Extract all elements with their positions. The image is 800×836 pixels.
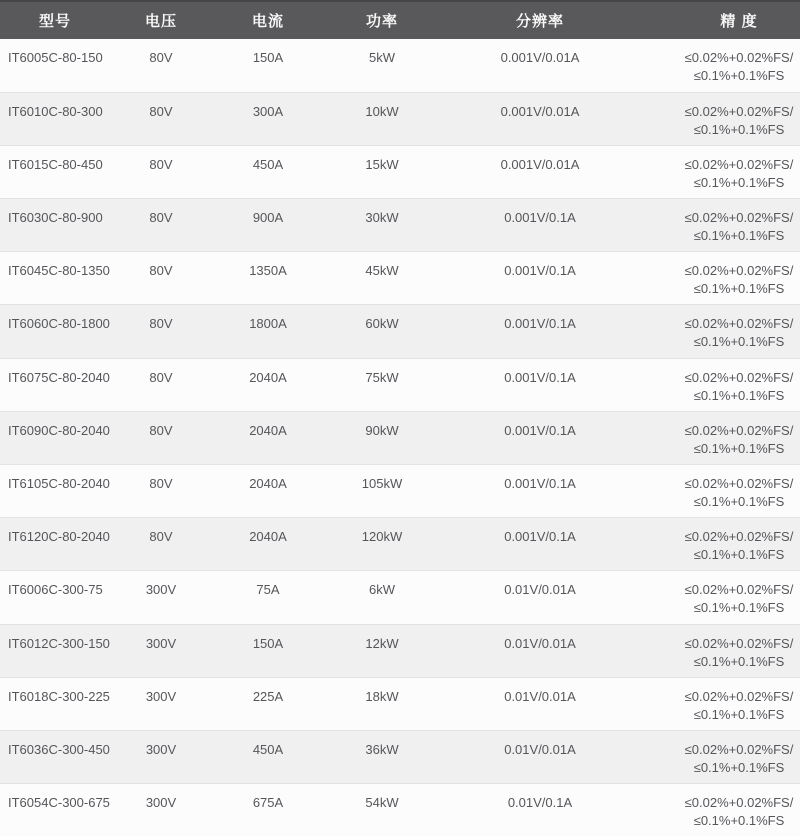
- power-cell: 60kW: [365, 316, 399, 332]
- voltage-cell: 80V: [149, 422, 173, 438]
- model-cell: IT6054C-300-675: [8, 795, 110, 811]
- accuracy-cell: [640, 305, 800, 358]
- accuracy-line1: ≤0.02%+0.02%FS/: [684, 369, 794, 385]
- voltage-cell: 300V: [145, 688, 177, 704]
- voltage-cell: 80V: [149, 263, 173, 279]
- power-cell: 45kW: [365, 263, 399, 279]
- model-cell: IT6075C-80-2040: [8, 369, 110, 385]
- table-row: [0, 358, 800, 411]
- accuracy-line2: ≤0.1%+0.1%FS: [693, 387, 785, 403]
- current-cell: 450A: [252, 741, 284, 757]
- accuracy-line1: ≤0.02%+0.02%FS/: [684, 263, 794, 279]
- resolution-cell: 0.001V/0.1A: [504, 476, 576, 491]
- current-cell: 900A: [252, 210, 284, 226]
- power-cell: 12kW: [365, 635, 399, 651]
- resolution-cell: 0.001V/0.01A: [500, 156, 580, 172]
- resolution-cell: 0.01V/0.01A: [504, 688, 576, 704]
- header-power: 功率: [324, 2, 440, 39]
- resolution-cell: 0.001V/0.01A: [500, 50, 580, 65]
- table-row: [0, 92, 800, 145]
- accuracy-line1: ≤0.02%+0.02%FS/: [684, 741, 794, 757]
- table-row: [0, 730, 800, 783]
- accuracy-cell: [640, 730, 800, 783]
- current-cell: 2040A: [249, 422, 287, 438]
- table-row: [0, 677, 800, 730]
- voltage-cell: 80V: [149, 476, 173, 491]
- power-cell: 54kW: [365, 795, 399, 811]
- table-row: [0, 199, 800, 252]
- table-row: [0, 252, 800, 305]
- accuracy-cell: [640, 624, 800, 677]
- accuracy-cell: [640, 784, 800, 836]
- voltage-cell: 80V: [149, 316, 173, 332]
- accuracy-line1: ≤0.02%+0.02%FS/: [684, 795, 794, 811]
- table-row: [0, 624, 800, 677]
- voltage-cell: 80V: [149, 156, 173, 172]
- model-cell: IT6010C-80-300: [8, 103, 103, 119]
- table-row: [0, 305, 800, 358]
- voltage-cell: 80V: [149, 529, 173, 545]
- accuracy-cell: [640, 465, 800, 518]
- current-cell: 225A: [252, 688, 284, 704]
- voltage-cell: 80V: [149, 210, 173, 226]
- header-current: 电流: [212, 2, 324, 39]
- model-cell: IT6012C-300-150: [8, 635, 110, 651]
- resolution-cell: 0.001V/0.1A: [504, 369, 576, 385]
- header-model: 型号: [0, 2, 110, 39]
- current-cell: 150A: [252, 635, 284, 651]
- accuracy-line1: ≤0.02%+0.02%FS/: [684, 635, 794, 651]
- model-cell: IT6036C-300-450: [8, 741, 110, 757]
- accuracy-cell: [640, 518, 800, 571]
- accuracy-line2: ≤0.1%+0.1%FS: [693, 759, 785, 775]
- voltage-cell: 80V: [149, 103, 173, 119]
- resolution-cell: 0.001V/0.1A: [504, 210, 576, 226]
- accuracy-cell: [640, 252, 800, 305]
- accuracy-line2: ≤0.1%+0.1%FS: [693, 813, 785, 829]
- accuracy-cell: [640, 411, 800, 464]
- accuracy-line2: ≤0.1%+0.1%FS: [693, 440, 785, 456]
- product-spec-table: [0, 2, 800, 836]
- power-cell: 6kW: [369, 582, 395, 598]
- current-cell: 300A: [252, 103, 284, 119]
- power-cell: 75kW: [365, 369, 399, 385]
- power-cell: 120kW: [361, 529, 403, 545]
- table-row: [0, 784, 800, 836]
- current-cell: 2040A: [249, 529, 287, 545]
- voltage-cell: 300V: [145, 741, 177, 757]
- accuracy-cell: [640, 145, 800, 198]
- accuracy-cell: [640, 571, 800, 624]
- power-cell: 105kW: [361, 476, 403, 491]
- table-row: [0, 465, 800, 518]
- accuracy-line2: ≤0.1%+0.1%FS: [693, 334, 785, 350]
- resolution-cell: 0.001V/0.1A: [504, 263, 576, 279]
- accuracy-line2: ≤0.1%+0.1%FS: [693, 228, 785, 244]
- accuracy-line1: ≤0.02%+0.02%FS/: [684, 476, 794, 491]
- model-cell: IT6005C-80-150: [8, 50, 103, 65]
- current-cell: 2040A: [249, 476, 287, 491]
- accuracy-line1: ≤0.02%+0.02%FS/: [684, 582, 794, 598]
- power-cell: 15kW: [365, 156, 399, 172]
- model-cell: IT6030C-80-900: [8, 210, 103, 226]
- table-body: [0, 39, 800, 836]
- current-cell: 1800A: [249, 316, 287, 332]
- current-cell: 2040A: [249, 369, 287, 385]
- current-cell: 1350A: [249, 263, 287, 279]
- header-voltage: 电压: [110, 2, 212, 39]
- table-row: [0, 39, 800, 92]
- accuracy-cell: [640, 358, 800, 411]
- model-cell: IT6105C-80-2040: [8, 476, 110, 491]
- accuracy-line2: ≤0.1%+0.1%FS: [693, 68, 785, 83]
- model-cell: IT6060C-80-1800: [8, 316, 110, 332]
- power-cell: 10kW: [365, 103, 399, 119]
- accuracy-cell: [640, 39, 800, 92]
- power-cell: 36kW: [365, 741, 399, 757]
- table-row: [0, 145, 800, 198]
- table-row: [0, 411, 800, 464]
- resolution-cell: 0.01V/0.01A: [504, 741, 576, 757]
- accuracy-line2: ≤0.1%+0.1%FS: [693, 653, 785, 669]
- resolution-cell: 0.001V/0.1A: [504, 529, 576, 545]
- table-row: [0, 518, 800, 571]
- accuracy-line2: ≤0.1%+0.1%FS: [693, 281, 785, 297]
- accuracy-line1: ≤0.02%+0.02%FS/: [684, 316, 794, 332]
- power-cell: 30kW: [365, 210, 399, 226]
- accuracy-line2: ≤0.1%+0.1%FS: [693, 121, 785, 137]
- accuracy-cell: [640, 199, 800, 252]
- resolution-cell: 0.01V/0.1A: [507, 795, 573, 811]
- accuracy-line1: ≤0.02%+0.02%FS/: [684, 422, 794, 438]
- table-header: [0, 2, 800, 39]
- power-cell: 90kW: [365, 422, 399, 438]
- header-row: [0, 2, 800, 39]
- accuracy-line1: ≤0.02%+0.02%FS/: [684, 156, 794, 172]
- accuracy-line1: ≤0.02%+0.02%FS/: [684, 50, 794, 65]
- model-cell: IT6015C-80-450: [8, 156, 103, 172]
- accuracy-line1: ≤0.02%+0.02%FS/: [684, 210, 794, 226]
- header-resolution: 分辨率: [440, 2, 640, 39]
- accuracy-line2: ≤0.1%+0.1%FS: [693, 494, 785, 509]
- current-cell: 675A: [252, 795, 284, 811]
- resolution-cell: 0.01V/0.01A: [504, 582, 576, 598]
- resolution-cell: 0.001V/0.1A: [504, 316, 576, 332]
- model-cell: IT6045C-80-1350: [8, 263, 110, 279]
- resolution-cell: 0.001V/0.01A: [500, 103, 580, 119]
- power-cell: 5kW: [369, 50, 395, 65]
- voltage-cell: 300V: [145, 635, 177, 651]
- voltage-cell: 300V: [145, 795, 177, 811]
- accuracy-line1: ≤0.02%+0.02%FS/: [684, 688, 794, 704]
- accuracy-cell: [640, 677, 800, 730]
- accuracy-line1: ≤0.02%+0.02%FS/: [684, 103, 794, 119]
- voltage-cell: 80V: [149, 369, 173, 385]
- accuracy-line2: ≤0.1%+0.1%FS: [693, 600, 785, 616]
- power-cell: 18kW: [365, 688, 399, 704]
- header-accuracy: 精 度: [640, 2, 800, 39]
- voltage-cell: 300V: [145, 582, 177, 598]
- accuracy-line2: ≤0.1%+0.1%FS: [693, 547, 785, 563]
- table-row: [0, 571, 800, 624]
- model-cell: IT6018C-300-225: [8, 688, 110, 704]
- resolution-cell: 0.01V/0.01A: [504, 635, 576, 651]
- accuracy-cell: [640, 92, 800, 145]
- current-cell: 150A: [252, 50, 284, 65]
- current-cell: 75A: [256, 582, 280, 598]
- accuracy-line2: ≤0.1%+0.1%FS: [693, 174, 785, 190]
- accuracy-line2: ≤0.1%+0.1%FS: [693, 706, 785, 722]
- voltage-cell: 80V: [149, 50, 173, 65]
- current-cell: 450A: [252, 156, 284, 172]
- model-cell: IT6120C-80-2040: [8, 529, 110, 545]
- resolution-cell: 0.001V/0.1A: [504, 422, 576, 438]
- accuracy-line1: ≤0.02%+0.02%FS/: [684, 529, 794, 545]
- model-cell: IT6090C-80-2040: [8, 422, 110, 438]
- model-cell: IT6006C-300-75: [8, 582, 103, 598]
